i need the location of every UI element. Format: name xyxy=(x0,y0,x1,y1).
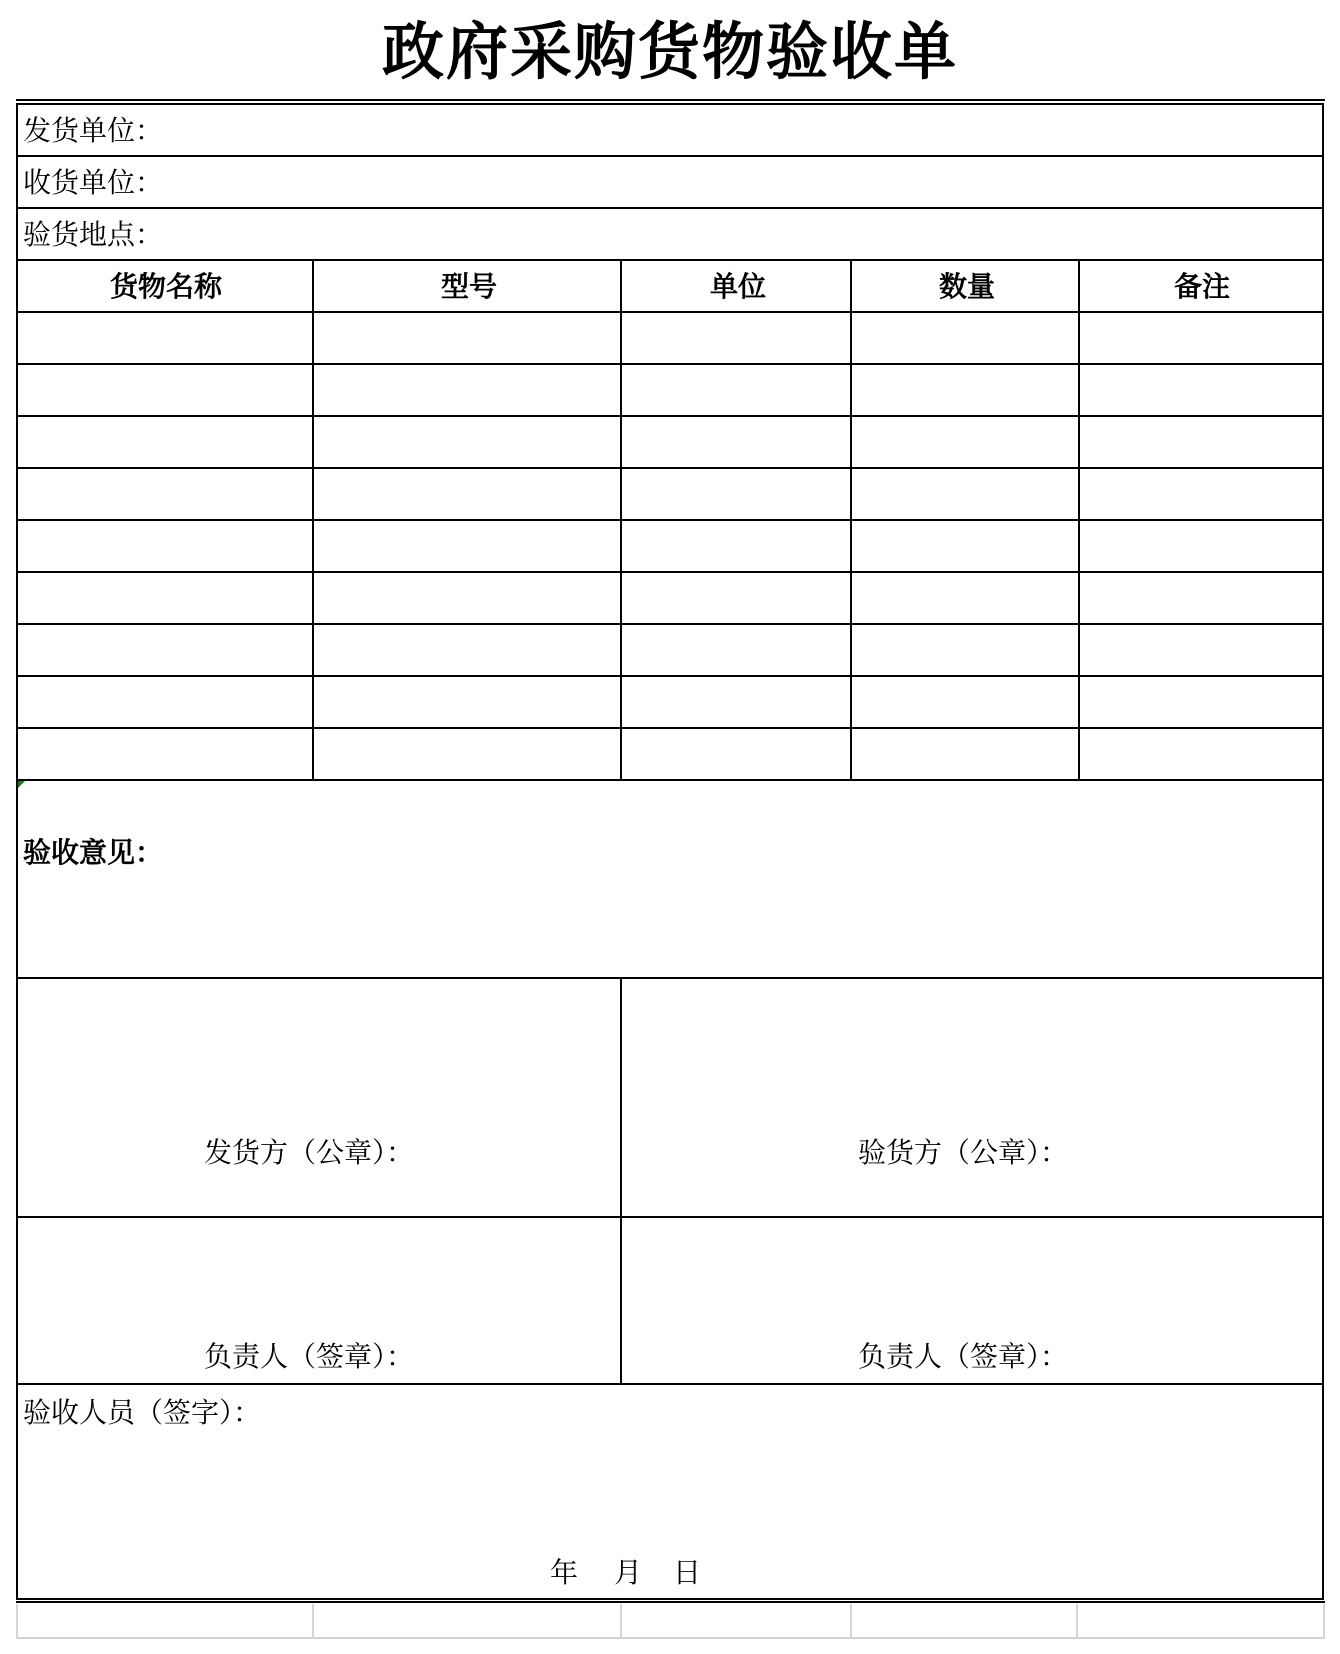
table-row xyxy=(18,415,1322,417)
cell-model-1[interactable] xyxy=(316,313,622,363)
signature-bottom-divider xyxy=(18,1383,1322,1385)
page-title: 政府采购货物验收单 xyxy=(381,15,958,88)
cell-unit-1[interactable] xyxy=(624,313,852,363)
inspection-location-label: 验货地点： xyxy=(23,218,164,251)
grid-column-divider xyxy=(620,1604,622,1637)
bottom-double-border xyxy=(16,1601,1325,1603)
inspection-staff-label: 验收人员（签字）： xyxy=(23,1396,262,1429)
row-divider xyxy=(18,207,1322,209)
inspector-person-label: 负责人（签章）： xyxy=(858,1340,1069,1373)
column-divider xyxy=(620,259,622,781)
cell-remarks-1[interactable] xyxy=(1082,313,1322,363)
column-divider xyxy=(850,259,852,781)
table-row xyxy=(18,675,1322,677)
table-row xyxy=(18,571,1322,573)
opinion-bottom-divider xyxy=(18,977,1322,979)
signature-column-divider xyxy=(620,977,622,1385)
column-divider xyxy=(312,259,314,781)
spreadsheet-empty-row xyxy=(16,1604,1325,1639)
grid-column-divider xyxy=(1076,1604,1078,1637)
table-row xyxy=(18,363,1322,365)
column-divider xyxy=(1078,259,1080,781)
signature-row-divider xyxy=(18,1216,1322,1218)
acceptance-form xyxy=(16,103,1324,1600)
column-header-quantity: 数量 xyxy=(938,270,995,303)
shipper-unit-label: 发货单位： xyxy=(23,114,164,147)
column-header-model: 型号 xyxy=(440,270,497,303)
top-double-border xyxy=(16,99,1325,101)
column-header-goods-name: 货物名称 xyxy=(109,270,222,303)
table-row xyxy=(18,467,1322,469)
grid-column-divider xyxy=(850,1604,852,1637)
grid-column-divider xyxy=(312,1604,314,1637)
comment-indicator-icon xyxy=(18,781,25,788)
row-divider xyxy=(18,155,1322,157)
date-year-label: 年 xyxy=(550,1556,579,1589)
table-row xyxy=(18,727,1322,729)
opinion-cell[interactable] xyxy=(18,781,1322,977)
opinion-label: 验收意见： xyxy=(23,836,164,869)
shipper-seal-label: 发货方（公章）： xyxy=(204,1136,415,1169)
table-row xyxy=(18,623,1322,625)
receiver-unit-label: 收货单位： xyxy=(23,166,164,199)
shipper-person-label: 负责人（签章）： xyxy=(204,1340,415,1373)
column-header-remarks: 备注 xyxy=(1173,270,1230,303)
date-month-label: 月 xyxy=(614,1556,643,1589)
column-header-unit: 单位 xyxy=(709,270,766,303)
cell-goods-name-1[interactable] xyxy=(18,313,314,363)
inspector-seal-label: 验货方（公章）： xyxy=(858,1136,1069,1169)
date-day-label: 日 xyxy=(673,1556,702,1589)
cell-quantity-1[interactable] xyxy=(854,313,1080,363)
table-row xyxy=(18,519,1322,521)
